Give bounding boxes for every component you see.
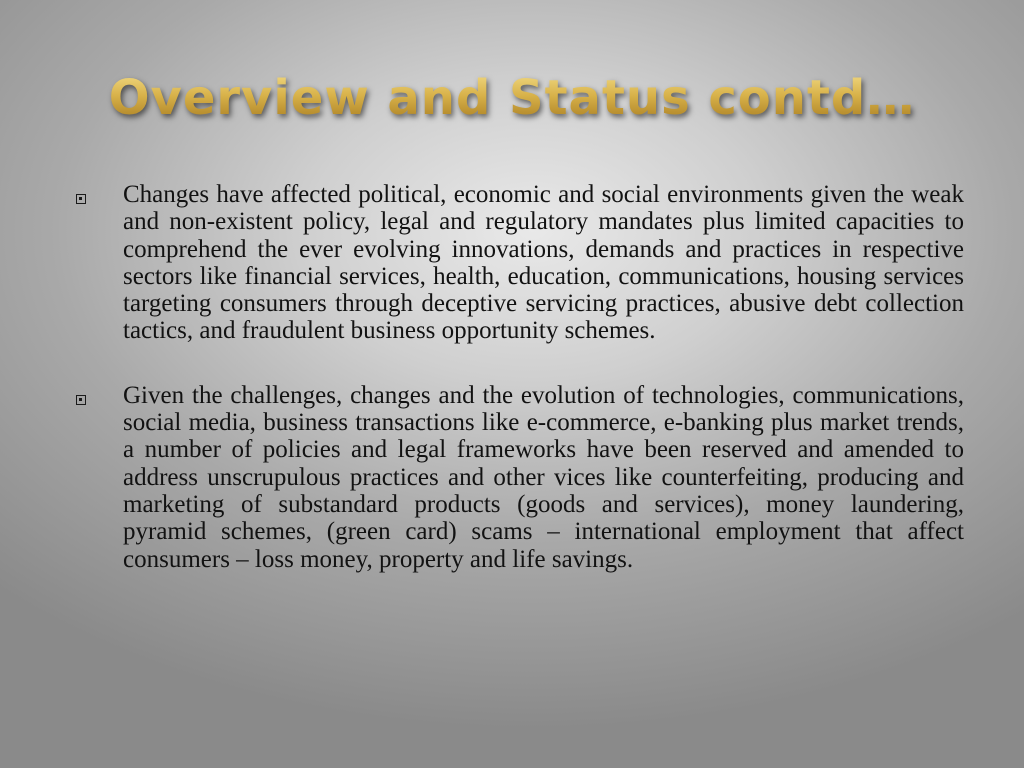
square-bullet-icon: [76, 395, 86, 405]
bullet-item-2: [76, 382, 964, 573]
bullet-text-1: Changes have affected political, economic and social environments given the weak and non-existent policy, legal and regulatory mandates plus limited capacities to comprehend the ever evolving innovations, demands and practices in respective sectors like financial services, health, education, communications, housing services targeting consumers through deceptive servicing practices, abusive debt collection tactics, and fraudulent business opportunity schemes.: [123, 181, 964, 345]
bullet-list: [76, 181, 964, 610]
bullet-text-2: Given the challenges, changes and the evolution of technologies, communications, social media, business transactions like e-commerce, e-banking plus market trends, a number of policies and legal frameworks have been reserved and amended to address unscrupulous practices and other vices like counterfeiting, producing and marketing of substandard products (goods and services), money laundering, pyramid schemes, (green card) scams – international employment that affect consumers – loss money, property and life savings.: [123, 381, 964, 573]
square-bullet-icon: [76, 194, 86, 204]
slide-title: Overview and Status contd…: [0, 70, 1024, 126]
bullet-item-1: [76, 181, 964, 345]
